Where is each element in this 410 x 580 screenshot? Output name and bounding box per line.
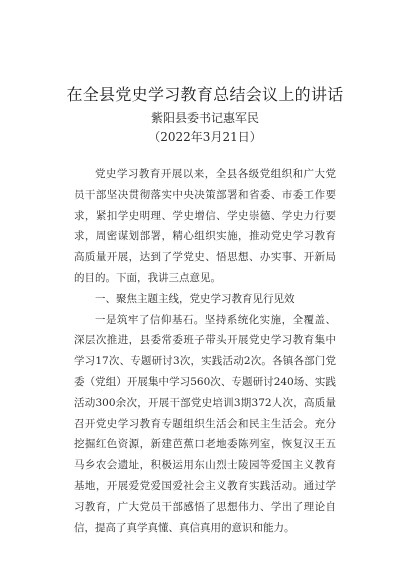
section-heading: 一、聚焦主题主线，党史学习教育见行见效 [95,292,295,305]
body-paragraph: 党史学习教育开展以来，全县各级党组织和广大党员干部坚决贯彻落实中央决策部署和省委、市委工作要求，紧扣学史明理、学史增信、学史崇德、学史力行要求，周密谋划部署，精心组织实施，推动党史学习教育高质量开展，达到了学党史、悟思想、办实事、开新局的目的。下面，我讲三点意见。 [74,168,336,284]
body-paragraph: 一是筑牢了信仰基石。坚持系统化实施，全覆盖、深层次推进，县委常委班子带头开展党史学习教育集中学习17次、专题研讨3次，实践活动2次。各镇各部门党委（党组）开展集中学习560次、专题研讨240场、实践活动300余次，开展干部党史培训3期372人次，高质量召开党史学习教育专题组织生活会和民主生活会。充分挖掘红色资源，新建芭蕉口老地委陈列室，恢复汉王五马乡农会遗址，积极运用东山烈士陵园等爱国主义教育基地，开展爱党爱国爱社会主义教育实践活动。通过学习教育，广大党员干部感悟了思想伟力、学出了理论自信，提高了真学真懂、真信真用的意识和能力。 [74,313,336,534]
document-date: （2022年3月21日） [148,130,262,144]
document-title: 在全县党史学习教育总结会议上的讲话 [66,85,344,104]
document-author: 紫阳县委书记惠军民 [150,111,259,125]
document-body [74,164,336,538]
